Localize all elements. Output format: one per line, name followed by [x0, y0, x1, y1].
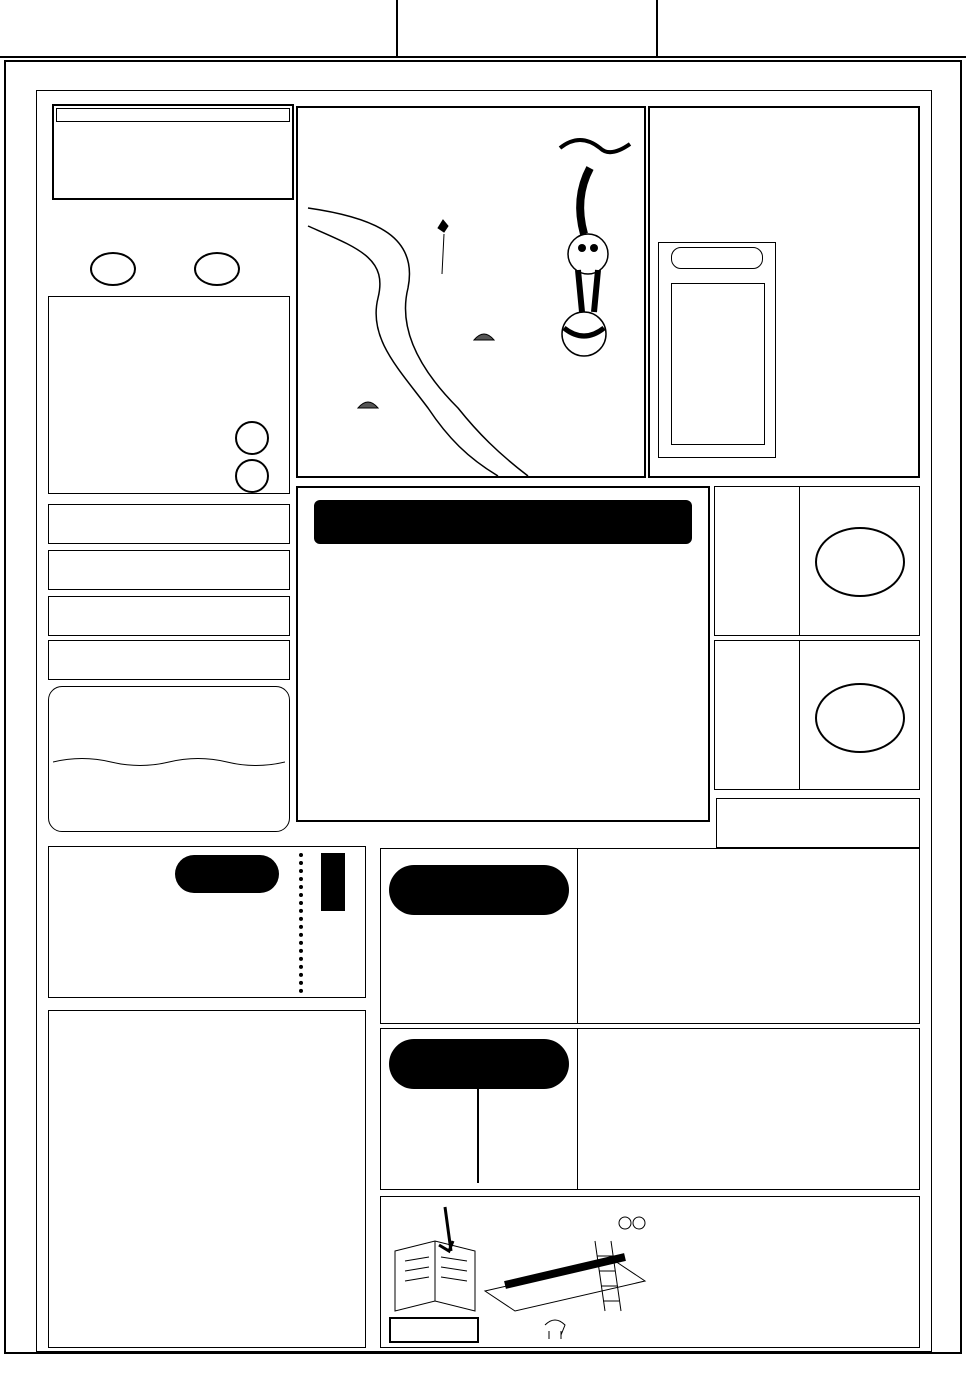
newspaper-title — [396, 2, 658, 56]
puzzle-title — [49, 1025, 365, 1065]
river-illustration — [298, 108, 644, 476]
lucky-number-row — [48, 504, 290, 544]
lucky-color-row — [48, 596, 290, 636]
hot-cold-section — [48, 208, 296, 292]
year-stat-divider-2 — [799, 641, 800, 789]
analysis-numbers — [340, 562, 670, 606]
contribution-wave — [53, 755, 285, 769]
year-stat-number-1 — [815, 527, 905, 597]
xuanji-dotted-divider — [299, 853, 303, 993]
provide-number-1 — [235, 421, 269, 455]
year-stat-box-2 — [714, 640, 920, 790]
contribution-box — [48, 686, 290, 832]
total-sum-pill — [389, 865, 569, 915]
hot-cold-title — [48, 208, 296, 248]
header-bar — [0, 0, 966, 58]
right-marquee — [936, 90, 960, 1350]
total-sum-header — [717, 799, 919, 847]
hot-cold-number-1 — [90, 252, 136, 286]
total-sum-header-box — [716, 798, 920, 848]
lucky-zodiac-row — [48, 550, 290, 590]
puzzle-grid — [53, 1067, 361, 1343]
puzzle-box — [48, 1010, 366, 1348]
contribution-title — [49, 687, 289, 727]
scroll-frame — [658, 242, 776, 458]
xuanji-highlight — [175, 855, 279, 893]
left-marquee — [8, 90, 32, 1350]
riddle-label — [389, 1317, 479, 1343]
contribution-special-title — [109, 771, 229, 791]
special-open-pill — [389, 1039, 569, 1089]
special-open-stem — [477, 1089, 479, 1183]
special-open-box — [380, 1028, 920, 1190]
riddle-box — [380, 1196, 920, 1348]
scroll-title — [671, 247, 763, 269]
top-marquee — [14, 64, 944, 86]
analysis-title — [314, 500, 692, 544]
scroll-paper — [671, 283, 765, 445]
stats-table-box — [52, 104, 294, 200]
year-stat-box-1 — [714, 486, 920, 636]
year-stat-number-2 — [815, 683, 905, 753]
year-stat-divider-1 — [799, 487, 800, 635]
total-sum-box — [380, 848, 920, 1024]
special-open-divider — [577, 1029, 578, 1189]
logo-box — [648, 106, 920, 478]
footer — [0, 1356, 966, 1390]
monkey-figure — [560, 140, 630, 356]
hot-cold-number-2 — [194, 252, 240, 286]
total-sum-divider — [577, 849, 578, 1023]
xuanji-side-black — [321, 853, 345, 911]
analysis-box — [296, 486, 710, 822]
xuanji-box — [48, 846, 366, 998]
special-number-box — [48, 296, 290, 494]
provide-number-2 — [235, 459, 269, 493]
stats-table-title — [56, 108, 290, 122]
illustration-box — [296, 106, 646, 478]
lucky-range-row — [48, 640, 290, 680]
total-sum-result — [389, 919, 569, 1019]
